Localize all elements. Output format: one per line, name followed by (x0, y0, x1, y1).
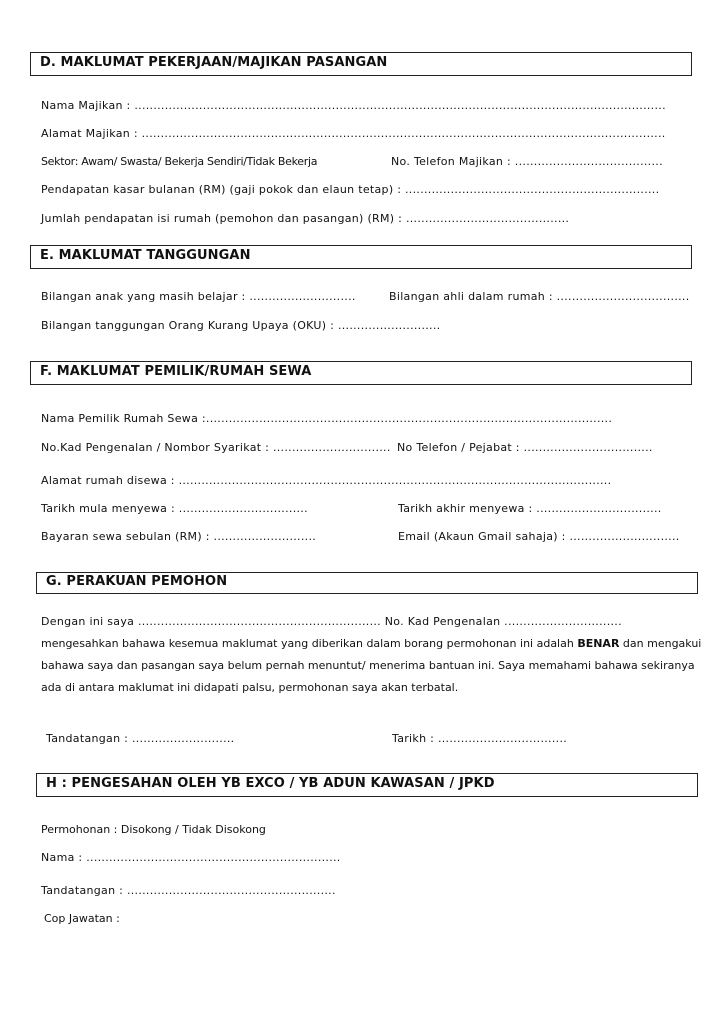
pendapatan-kasar-field[interactable]: Pendapatan kasar bulanan (RM) (gaji pokok dan elaun tetap) : ................................................................... (41, 183, 660, 196)
telefon-pejabat-field[interactable]: No Telefon / Pejabat : .................................. (397, 441, 653, 454)
perakuan-line-4: ada di antara maklumat ini didapati palsu, permohonan saya akan terbatal. (41, 681, 459, 694)
section-f-header: F. MAKLUMAT PEMILIK/RUMAH SEWA (30, 361, 692, 385)
tarikh-akhir-field[interactable]: Tarikh akhir menyewa : ................................. (398, 502, 662, 515)
ahli-rumah-field[interactable]: Bilangan ahli dalam rumah : ................................... (389, 290, 690, 303)
telefon-majikan-field[interactable]: No. Telefon Majikan : ....................................... (391, 155, 663, 168)
anak-belajar-field[interactable]: Bilangan anak yang masih belajar : ............................ (41, 290, 356, 303)
section-d-header: D. MAKLUMAT PEKERJAAN/MAJIKAN PASANGAN (30, 52, 692, 76)
section-g-header: G. PERAKUAN PEMOHON (36, 572, 698, 594)
kad-pengenalan-field[interactable]: No.Kad Pengenalan / Nombor Syarikat : ............................... (41, 441, 391, 454)
alamat-disewa-field[interactable]: Alamat rumah disewa : .................................................................................................................. (41, 474, 612, 487)
oku-field[interactable]: Bilangan tanggungan Orang Kurang Upaya (OKU) : ........................... (41, 319, 441, 332)
perakuan-line-1[interactable]: Dengan ini saya ................................................................ No. Kad Pengenalan ............................... (41, 615, 622, 628)
email-field[interactable]: Email (Akaun Gmail sahaja) : ............................. (398, 530, 680, 543)
tarikh-pemohon-field[interactable]: Tarikh : .................................. (392, 732, 568, 745)
perakuan-line-2: mengesahkan bahawa kesemua maklumat yang diberikan dalam borang permohonan ini adalah BENAR dan mengakui (41, 637, 702, 650)
nama-pemilik-field[interactable]: Nama Pemilik Rumah Sewa :........................................................................................................... (41, 412, 613, 425)
section-e-header: E. MAKLUMAT TANGGUNGAN (30, 245, 692, 269)
sektor-label: Sektor: Awam/ Swasta/ Bekerja Sendiri/Tidak Bekerja (41, 155, 318, 168)
cop-jawatan-label: Cop Jawatan : (44, 912, 120, 925)
perakuan-line-3: bahawa saya dan pasangan saya belum pernah menuntut/ menerima bantuan ini. Saya memahami bahawa sekiranya (41, 659, 695, 672)
section-h-header: H : PENGESAHAN OLEH YB EXCO / YB ADUN KAWASAN / JPKD (36, 773, 698, 797)
nama-pengesah-field[interactable]: Nama : ................................................................... (41, 851, 341, 864)
alamat-majikan-field[interactable]: Alamat Majikan : .......................................................................................................................................... (41, 127, 666, 140)
tandatangan-pengesah-field[interactable]: Tandatangan : ....................................................... (41, 884, 336, 897)
jumlah-pendapatan-field[interactable]: Jumlah pendapatan isi rumah (pemohon dan pasangan) (RM) : ........................................... (41, 212, 570, 225)
tandatangan-pemohon-field[interactable]: Tandatangan : ........................... (46, 732, 235, 745)
tarikh-mula-field[interactable]: Tarikh mula menyewa : .................................. (41, 502, 308, 515)
bayaran-sewa-field[interactable]: Bayaran sewa sebulan (RM) : ........................... (41, 530, 317, 543)
perakuan-paragraph (41, 611, 702, 699)
permohonan-status: Permohonan : Disokong / Tidak Disokong (41, 823, 266, 836)
benar-emphasis: BENAR (577, 637, 620, 650)
nama-majikan-field[interactable]: Nama Majikan : ............................................................................................................................................ (41, 99, 666, 112)
